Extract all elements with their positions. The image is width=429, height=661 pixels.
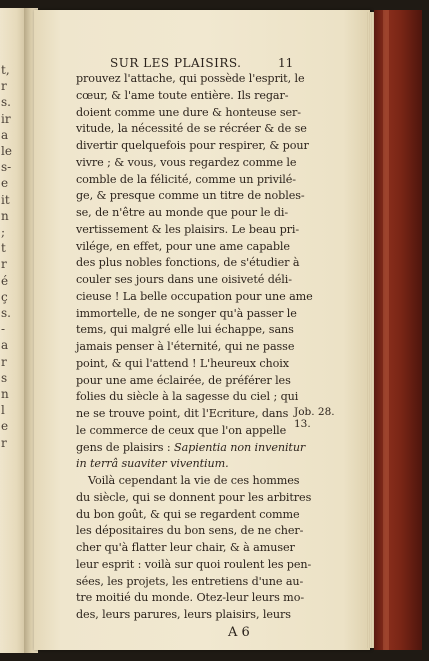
text-line: cher qu'à flatter leur chair, & à amuser: [76, 541, 295, 554]
previous-page-fragment: e: [1, 176, 9, 191]
text-line: comble de la félicité, comme un privilé-: [76, 172, 296, 186]
previous-page-fragment: ;: [1, 225, 6, 239]
text-line: tems, qui malgré elle lui échappe, sans: [76, 323, 294, 337]
previous-page-fragment: s: [1, 370, 8, 385]
previous-page-fragment: le: [1, 144, 12, 158]
text-line: sées, les projets, les entretiens d'une au-: [76, 574, 304, 588]
previous-page-fragment: ç: [1, 289, 8, 304]
previous-page-fragment: r: [1, 354, 7, 369]
previous-page-fragment: a: [1, 127, 9, 142]
text-line: immortelle, de ne songer qu'à passer le: [76, 306, 297, 320]
previous-page-fragment: r: [1, 257, 7, 272]
running-head: SUR LES PLAISIRS.: [110, 56, 242, 70]
text-line: ge, & presque comme un titre de nobles-: [76, 189, 305, 203]
text-line: jamais penser à l'éternité, qui ne passe: [76, 340, 295, 353]
text-line: divertir quelquefois pour respirer, & pour: [76, 139, 309, 152]
text-line: des, leurs parures, leurs plaisirs, leurs: [76, 608, 291, 621]
text-line: du siècle, qui se donnent pour les arbitres: [76, 490, 312, 504]
previous-page-fragment: é: [1, 273, 9, 288]
margin-reference-line1: Job. 28.: [294, 406, 335, 418]
text-line: folies du siècle à la sagesse du ciel ; qui: [76, 390, 299, 404]
previous-page-fragment: it: [1, 192, 10, 207]
previous-page-fragment: -: [1, 322, 6, 337]
text-line: le commerce de ceux que l'on appelle: [76, 423, 287, 437]
text-line: pour une ame éclairée, de préférer les: [76, 373, 291, 387]
book-binding: [374, 10, 422, 650]
previous-page-fragment: e: [1, 419, 9, 434]
previous-page-fragment: a: [1, 338, 9, 353]
text-line: cœur, & l'ame toute entière. Ils regar-: [76, 88, 289, 102]
text-line: du bon goût, & qui se regardent comme: [76, 507, 300, 521]
text-line: ne se trouve point, dit l'Ecriture, dans: [76, 407, 289, 420]
text-line: doient comme une dure & honteuse ser-: [76, 105, 301, 119]
binding-highlight: [383, 10, 389, 650]
previous-page-fragment: r: [1, 79, 7, 94]
previous-page-fragment: s-: [1, 160, 12, 175]
previous-page-fragment: r: [1, 435, 7, 450]
text-line: les dépositaires du bon sens, de ne cher-: [76, 524, 304, 538]
previous-page-fragment: l: [1, 403, 5, 418]
previous-page-fragment: n: [1, 208, 9, 223]
previous-page-fragment: n: [1, 387, 9, 401]
signature-mark: A 6: [228, 625, 250, 640]
text-line: se, de n'être au monde que pour le di-: [76, 206, 289, 219]
text-line: couler ses jours dans une oisiveté déli-: [76, 273, 292, 286]
margin-reference-line2: 13.: [294, 418, 311, 430]
text-line: gens de plaisirs : Sapientia non invenitur: [76, 440, 306, 454]
previous-page-fragment: s.: [1, 306, 11, 320]
text-line: vilége, en effet, pour une ame capable: [76, 239, 290, 253]
text-line: leur esprit : voilà sur quoi roulent les pen-: [76, 557, 312, 571]
text-line: vitude, la nécessité de se récréer & de se: [76, 122, 307, 136]
previous-page-fragment: ir: [1, 111, 11, 126]
previous-page-fragment: s.: [1, 95, 11, 110]
text-line: prouvez l'attache, qui possède l'esprit, le: [76, 72, 305, 85]
text-line: Voilà cependant la vie de ces hommes: [88, 474, 300, 487]
text-line: tre moitié du monde. Otez-leur leurs mo-: [76, 591, 305, 605]
text-line: vertissement & les plaisirs. Le beau pri-: [76, 222, 300, 236]
page-number: 11: [278, 56, 294, 70]
text-line: des plus nobles fonctions, de s'étudier à: [76, 256, 300, 270]
text-line: in terrâ suaviter viventium.: [76, 457, 229, 471]
margin-reference: [294, 406, 335, 430]
text-line: point, & qui l'attend ! L'heureux choix: [76, 356, 289, 370]
previous-page-fragment: t,: [1, 63, 10, 77]
text-line: cieuse ! La belle occupation pour une ame: [76, 289, 313, 303]
previous-page-fragment: t: [1, 241, 6, 256]
text-line: vivre ; & vous, vous regardez comme le: [76, 155, 297, 169]
